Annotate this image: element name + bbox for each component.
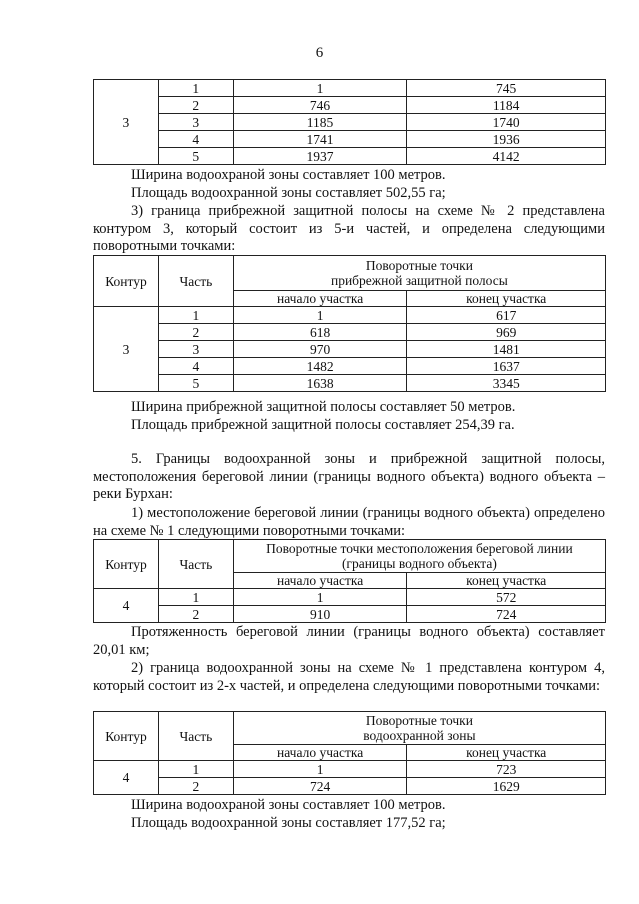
header-contour: Контур [94,256,159,307]
paragraph: 2) граница водоохранной зоны на схеме № 1 представлена контуром 4, который состоит из 2-х частей, и определена следующими поворотными точками: [93,660,605,694]
header-part: Часть [158,712,233,761]
part-cell: 5 [158,375,233,392]
header-points-line2: водоохранной зоны [363,728,476,743]
header-part: Часть [158,540,233,589]
end-cell: 1936 [407,131,606,148]
header-start: начало участка [233,745,407,761]
paragraph: Протяженность береговой линии (границы водного объекта) составляет 20,01 км; [93,624,605,658]
header-points [233,540,605,573]
start-cell: 1185 [233,114,407,131]
start-cell: 1 [233,80,407,97]
end-cell: 723 [407,761,606,778]
end-cell: 1637 [407,358,606,375]
part-cell: 2 [158,324,233,341]
start-cell: 1 [233,589,407,606]
paragraph: 3) граница прибрежной защитной полосы на схеме № 2 представлена контуром 3, который состоит из 5-и частей, и определена следующими поворотными точками: [93,203,605,254]
end-cell: 1184 [407,97,606,114]
part-cell: 5 [158,148,233,165]
part-cell: 1 [158,761,233,778]
header-part: Часть [158,256,233,307]
end-cell: 1740 [407,114,606,131]
header-start: начало участка [233,291,407,307]
paragraph: Ширина водоохраной зоны составляет 100 метров. [131,167,446,183]
page-number: 6 [315,45,324,61]
header-contour: Контур [94,540,159,589]
start-cell: 1638 [233,375,407,392]
table-coastal-strip-3 [93,255,606,392]
part-cell: 2 [158,778,233,795]
end-cell: 1481 [407,341,606,358]
paragraph: Ширина водоохраной зоны составляет 100 метров. [131,797,446,813]
end-cell: 745 [407,80,606,97]
paragraph: Площадь водоохранной зоны составляет 177,52 га; [131,815,446,831]
start-cell: 618 [233,324,407,341]
header-contour: Контур [94,712,159,761]
start-cell: 1937 [233,148,407,165]
table-water-protection-zone-4 [93,711,606,795]
part-cell: 3 [158,114,233,131]
header-points-line1: Поворотные точки [365,258,473,273]
start-cell: 746 [233,97,407,114]
paragraph: Площадь водоохранной зоны составляет 502,55 га; [131,185,446,201]
header-points-line1: Поворотные точки [365,713,473,728]
part-cell: 1 [158,80,233,97]
paragraph: Ширина прибрежной защитной полосы составляет 50 метров. [131,399,516,415]
contour-cell: 4 [94,589,159,623]
header-points [233,712,605,745]
contour-cell: 4 [94,761,159,795]
part-cell: 4 [158,131,233,148]
header-points-line2: прибрежной защитной полосы [330,273,508,288]
header-points-line2: (границы водного объекта) [341,556,497,571]
end-cell: 572 [407,589,606,606]
start-cell: 1482 [233,358,407,375]
header-points-line1: Поворотные точки местоположения береговой линии [266,541,573,556]
end-cell: 1629 [407,778,606,795]
start-cell: 1 [233,307,407,324]
start-cell: 970 [233,341,407,358]
end-cell: 4142 [407,148,606,165]
part-cell: 2 [158,97,233,114]
header-end: конец участка [407,745,606,761]
end-cell: 617 [407,307,606,324]
start-cell: 1 [233,761,407,778]
header-end: конец участка [407,291,606,307]
contour-cell: 3 [94,80,159,165]
header-start: начало участка [233,573,407,589]
start-cell: 724 [233,778,407,795]
header-points [233,256,605,291]
table-shoreline-4 [93,539,606,623]
start-cell: 1741 [233,131,407,148]
section-5-intro: 5. Границы водоохранной зоны и прибрежной защитной полосы, местоположения береговой линии (границы водного объекта) водного объекта – реки Бурхан: [93,451,605,502]
paragraph: Площадь прибрежной защитной полосы составляет 254,39 га. [131,417,515,433]
end-cell: 3345 [407,375,606,392]
start-cell: 910 [233,606,407,623]
part-cell: 4 [158,358,233,375]
contour-cell: 3 [94,307,159,392]
end-cell: 724 [407,606,606,623]
part-cell: 2 [158,606,233,623]
part-cell: 3 [158,341,233,358]
header-end: конец участка [407,573,606,589]
paragraph: 1) местоположение береговой линии (границы водного объекта) определено на схеме № 1 следующими поворотными точками: [93,505,605,539]
end-cell: 969 [407,324,606,341]
part-cell: 1 [158,307,233,324]
part-cell: 1 [158,589,233,606]
table-water-protection-zone-3 [93,79,606,165]
